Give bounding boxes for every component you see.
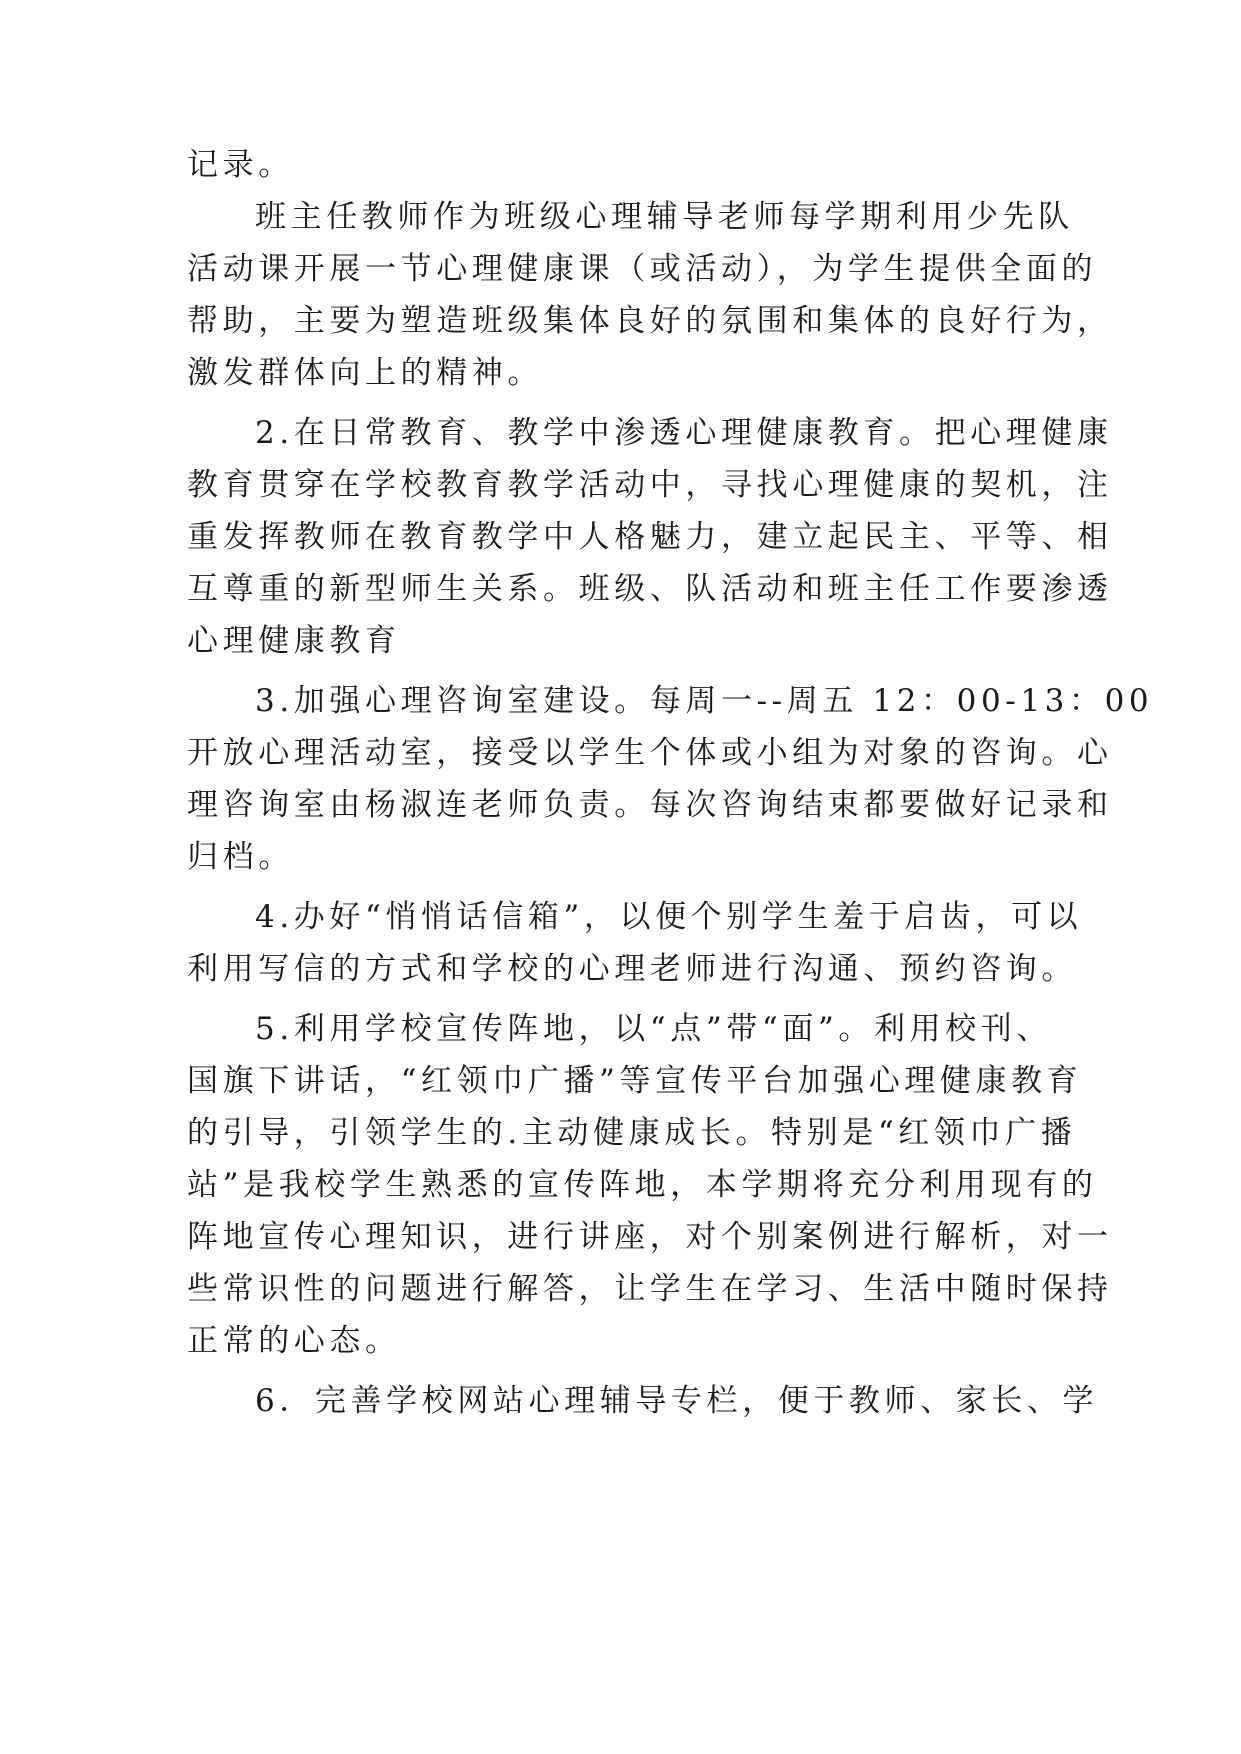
text-line: 重发挥教师在教育教学中人格魅力，建立起民主、平等、相 [187, 519, 1113, 555]
text-line: 互尊重的新型师生关系。班级、队活动和班主任工作要渗透 [187, 571, 1113, 607]
text-line: 些常识性的问题进行解答，让学生在学习、生活中随时保持 [187, 1271, 1113, 1307]
text-line: 班主任教师作为班级心理辅导老师每学期利用少先队 [255, 199, 1074, 235]
text-line: 5.利用学校宣传阵地，以“点”带“面”。利用校刊、 [255, 1011, 1052, 1047]
text-line: 国旗下讲话，“红领巾广播”等宣传平台加强心理健康教育 [187, 1063, 1083, 1099]
text-line: 激发群体向上的精神。 [187, 355, 543, 391]
text-line: 活动课开展一节心理健康课（或活动），为学生提供全面的 [187, 251, 1098, 287]
text-line: 的引导，引领学生的.主动健康成长。特别是“红领巾广播 [187, 1115, 1077, 1151]
text-line: 利用写信的方式和学校的心理老师进行沟通、预约咨询。 [187, 951, 1077, 987]
text-line: 归档。 [187, 839, 294, 875]
text-line: 阵地宣传心理知识，进行讲座，对个别案例进行解析，对一 [187, 1219, 1113, 1255]
text-line: 正常的心态。 [187, 1323, 401, 1359]
text-line: 开放心理活动室，接受以学生个体或小组为对象的咨询。心 [187, 735, 1113, 771]
text-line: 记录。 [187, 147, 294, 183]
text-line: 4.办好“悄悄话信箱”，以便个别学生羞于启齿，可以 [255, 899, 1083, 935]
text-line: 帮助，主要为塑造班级集体良好的氛围和集体的良好行为， [187, 303, 1113, 339]
text-line: 3.加强心理咨询室建设。每周一--周五 12：00-13：00 [255, 683, 1154, 719]
text-line: 6．完善学校网站心理辅导专栏，便于教师、家长、学 [255, 1383, 1099, 1419]
text-line: 理咨询室由杨淑连老师负责。每次咨询结束都要做好记录和 [187, 787, 1113, 823]
text-line: 站”是我校学生熟悉的宣传阵地，本学期将充分利用现有的 [187, 1167, 1098, 1203]
text-line: 教育贯穿在学校教育教学活动中，寻找心理健康的契机，注 [187, 467, 1113, 503]
text-line: 心理健康教育 [187, 623, 401, 659]
text-line: 2.在日常教育、教学中渗透心理健康教育。把心理健康 [255, 415, 1113, 451]
